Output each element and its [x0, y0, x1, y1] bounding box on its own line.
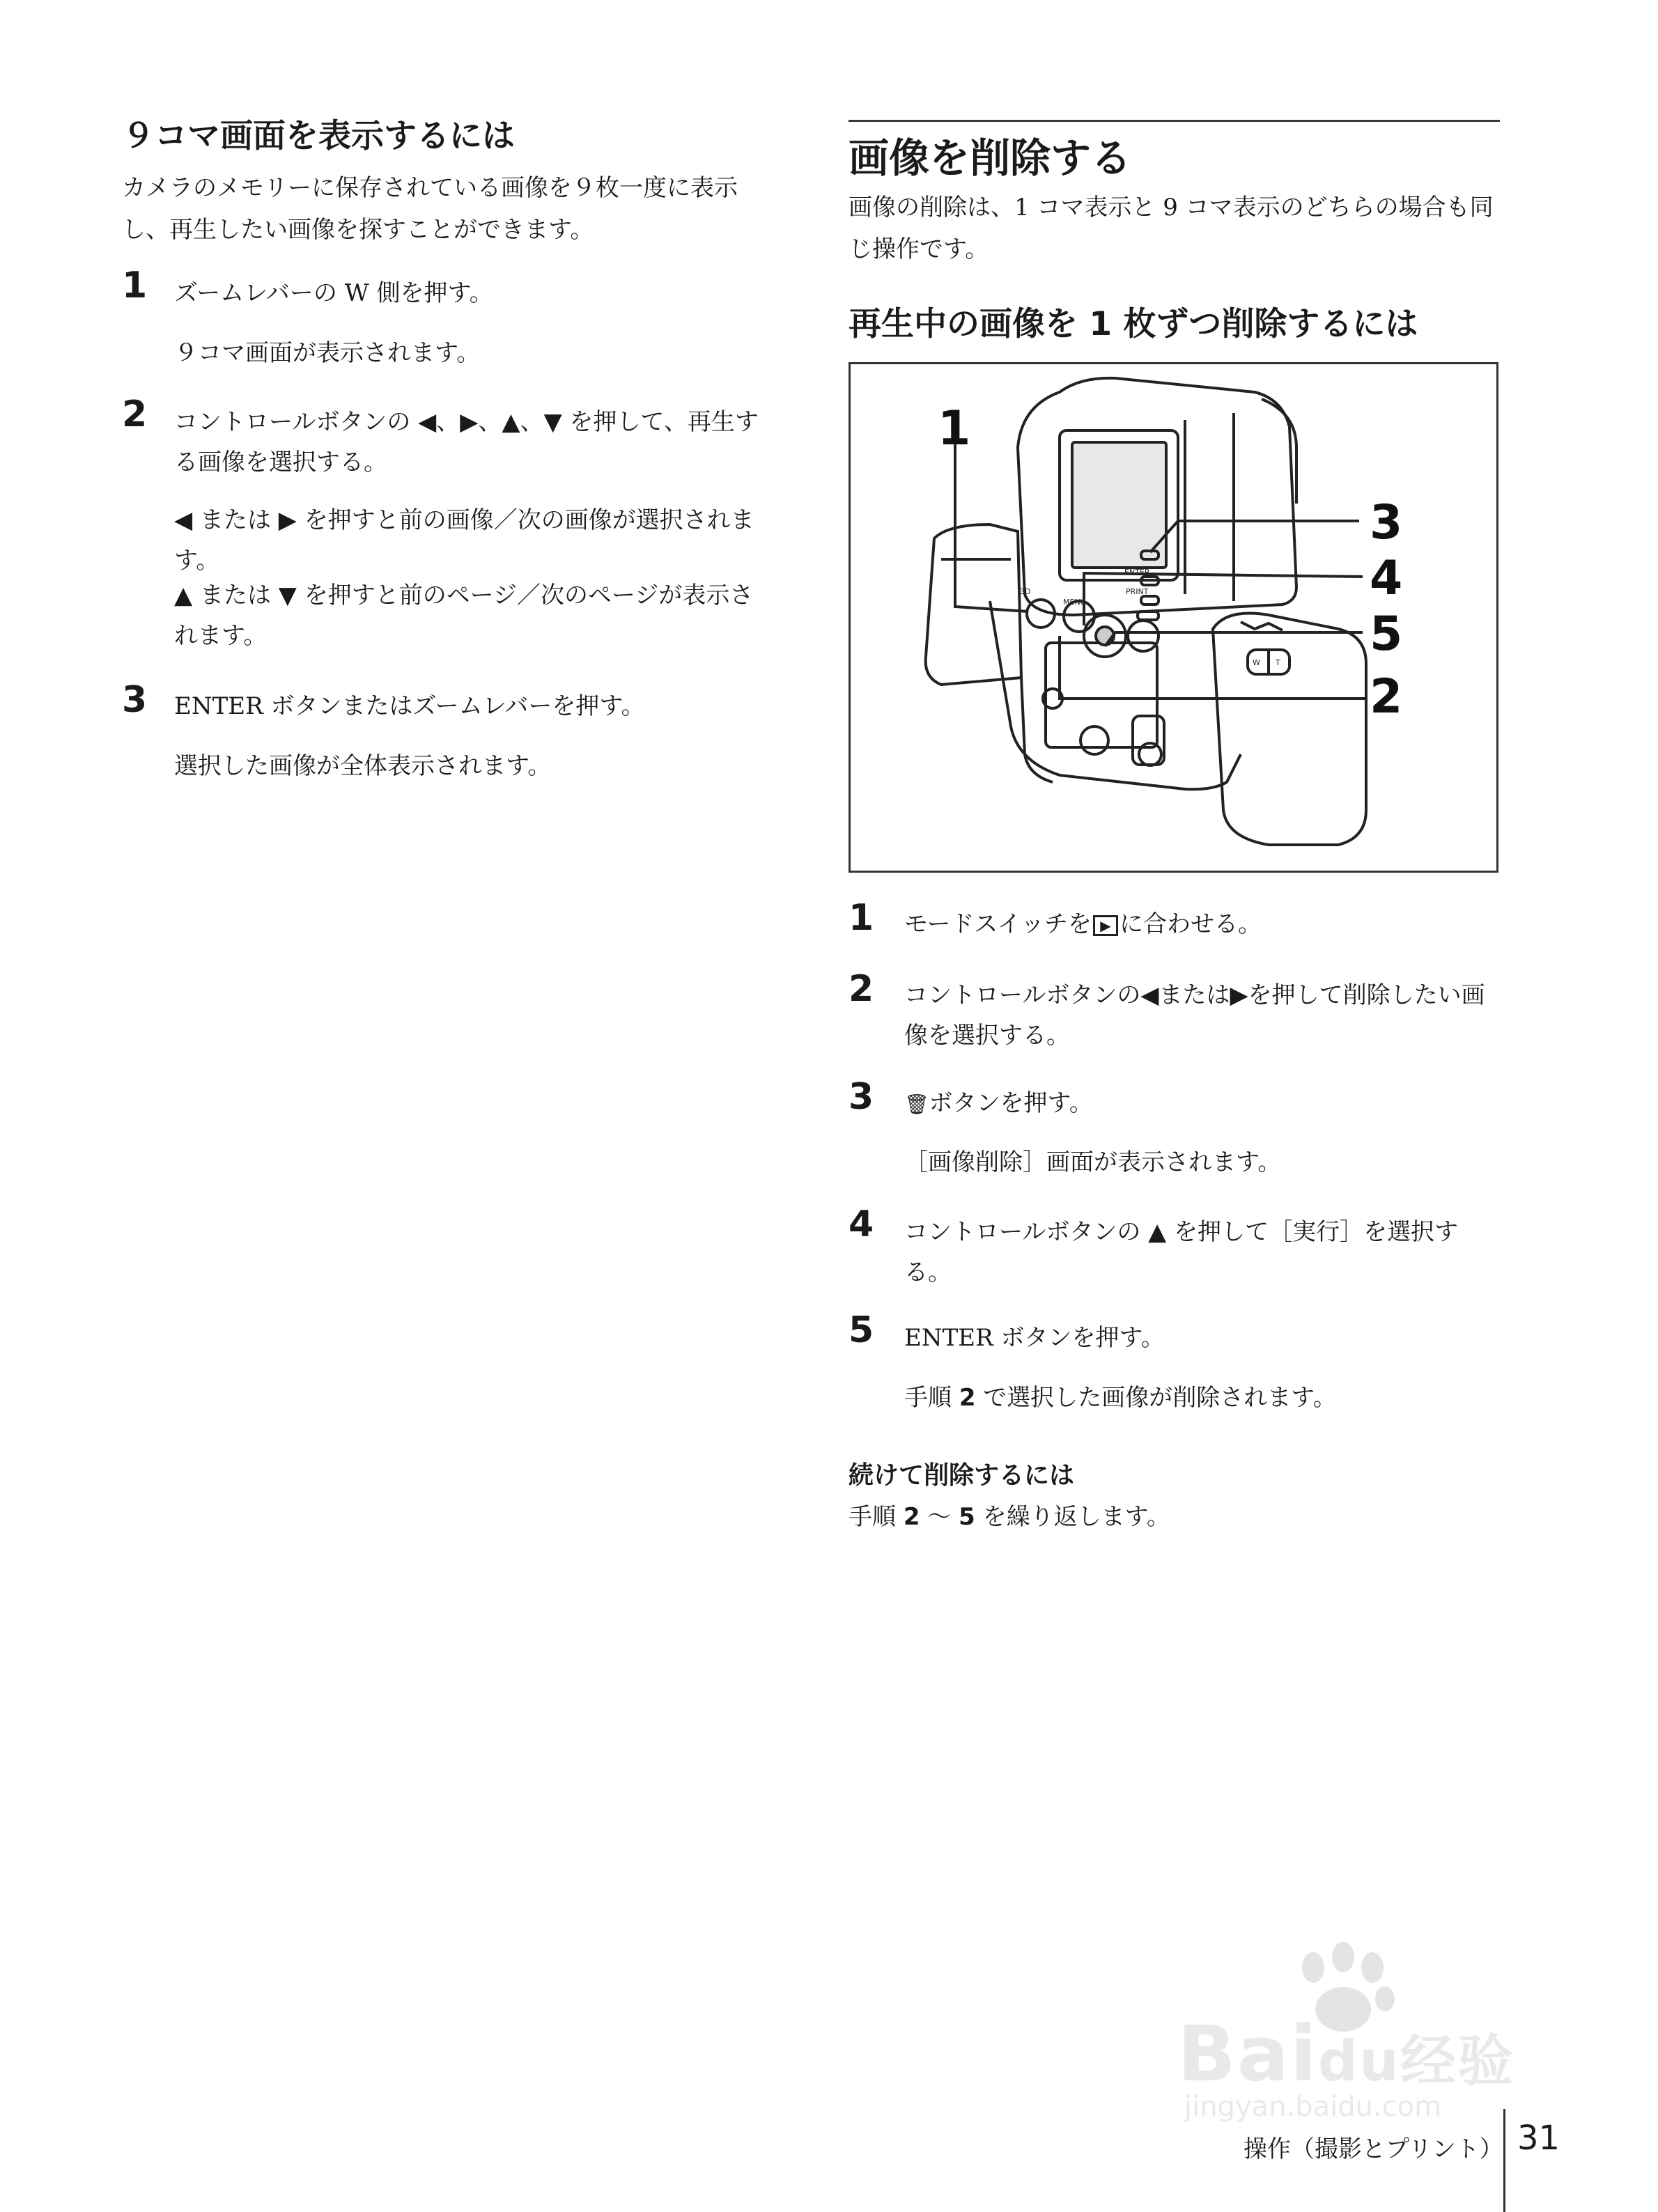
step-number: 4: [849, 1204, 874, 1245]
watermark-url: jingyan.baidu.com: [1184, 2091, 1442, 2123]
section-heading-nine-frame: ９コマ画面を表示するには: [122, 117, 515, 155]
continue-step-ref: 5: [959, 1503, 975, 1531]
step-number: 5: [849, 1309, 874, 1351]
step-note: ［画像削除］画面が表示されます。: [904, 1148, 1282, 1176]
step-number: 1: [849, 897, 874, 939]
callout-4: 4: [1370, 551, 1403, 606]
step-text: [904, 1083, 1496, 1125]
intro-paragraph-right: 画像の削除は、1 コマ表示と 9 コマ表示のどちらの場合も同じ操作です。: [849, 194, 1494, 263]
callout-5: 5: [1370, 607, 1403, 662]
enter-label: ENTER: [1124, 568, 1150, 577]
section-heading-delete: 画像を削除する: [849, 134, 1132, 182]
step-number: 2: [122, 394, 148, 435]
step-number: 3: [849, 1076, 874, 1118]
baidu-watermark: [1163, 1929, 1554, 2123]
footer-section-label: 操作（撮影とプリント）: [1244, 2135, 1503, 2163]
note-step-ref: 2: [959, 1384, 976, 1412]
note-part: で選択した画像が削除されます。: [975, 1384, 1337, 1412]
w-label: W: [1253, 658, 1260, 667]
step-text: ENTER ボタンまたはズームレバーを押す。: [174, 692, 645, 720]
footer-divider: [1503, 2109, 1505, 2212]
continue-text: [849, 1497, 1170, 1532]
step-number: 3: [122, 679, 148, 721]
page-number: 31: [1517, 2119, 1560, 2158]
note-part: 手順: [904, 1384, 959, 1412]
intro-paragraph-left: カメラのメモリーに保存されている画像を９枚一度に表示し、再生したい画像を探すことができます。: [122, 174, 738, 244]
trash-icon: 🗑: [904, 1093, 929, 1116]
mode-label: 3D: [1020, 587, 1031, 596]
step-text-part: に合わせる。: [1119, 910, 1262, 938]
play-mode-icon: ▶: [1093, 915, 1118, 936]
step-note: ◀ または ▶ を押すと前の画像／次の画像が選択されます。: [174, 506, 754, 575]
step-text-part: ボタンを押す。: [929, 1089, 1093, 1117]
watermark-brand: 经验: [1400, 2029, 1514, 2094]
continue-part: 手順: [849, 1503, 904, 1531]
print-label: PRINT: [1126, 587, 1149, 596]
step-note: [904, 1378, 1496, 1418]
step-note: ９コマ画面が表示されます。: [174, 339, 481, 367]
continue-part: を繰り返します。: [975, 1503, 1170, 1531]
t-label: T: [1276, 658, 1280, 667]
step-note: ▲ または ▼ を押すと前のページ／次のページが表示されます。: [174, 582, 754, 650]
step-text: コントロールボタンの ▲ を押して［実行］を選択する。: [904, 1218, 1459, 1286]
callout-1: 1: [938, 401, 971, 456]
camera-figure: [849, 362, 1498, 873]
section-rule: [849, 120, 1500, 122]
step-text: コントロールボタンの◀または▶を押して削除したい画像を選択する。: [904, 981, 1485, 1050]
camera-illustration: [851, 364, 1496, 871]
step-text: ENTER ボタンを押す。: [904, 1324, 1165, 1352]
callout-2: 2: [1370, 669, 1403, 724]
continue-step-ref: 2: [903, 1503, 920, 1531]
watermark-brand: Bai: [1177, 2009, 1318, 2098]
step-text: ズームレバーの W 側を押す。: [174, 279, 493, 307]
continue-heading: 続けて削除するには: [849, 1461, 1075, 1490]
subsection-heading: 再生中の画像を 1 枚ずつ削除するには: [849, 305, 1418, 343]
step-note: 選択した画像が全体表示されます。: [174, 752, 552, 780]
step-text: コントロールボタンの ◀、▶、▲、▼ を押して、再生する画像を選択する。: [174, 408, 759, 476]
watermark-brand: du: [1317, 2029, 1400, 2094]
step-text: [904, 904, 1496, 944]
step-number: 2: [849, 968, 874, 1010]
step-number: 1: [122, 265, 148, 306]
continue-part: ～: [920, 1503, 959, 1531]
menu-label: MENU: [1063, 598, 1086, 607]
callout-3: 3: [1370, 495, 1403, 550]
step-text-part: モードスイッチを: [904, 910, 1092, 938]
